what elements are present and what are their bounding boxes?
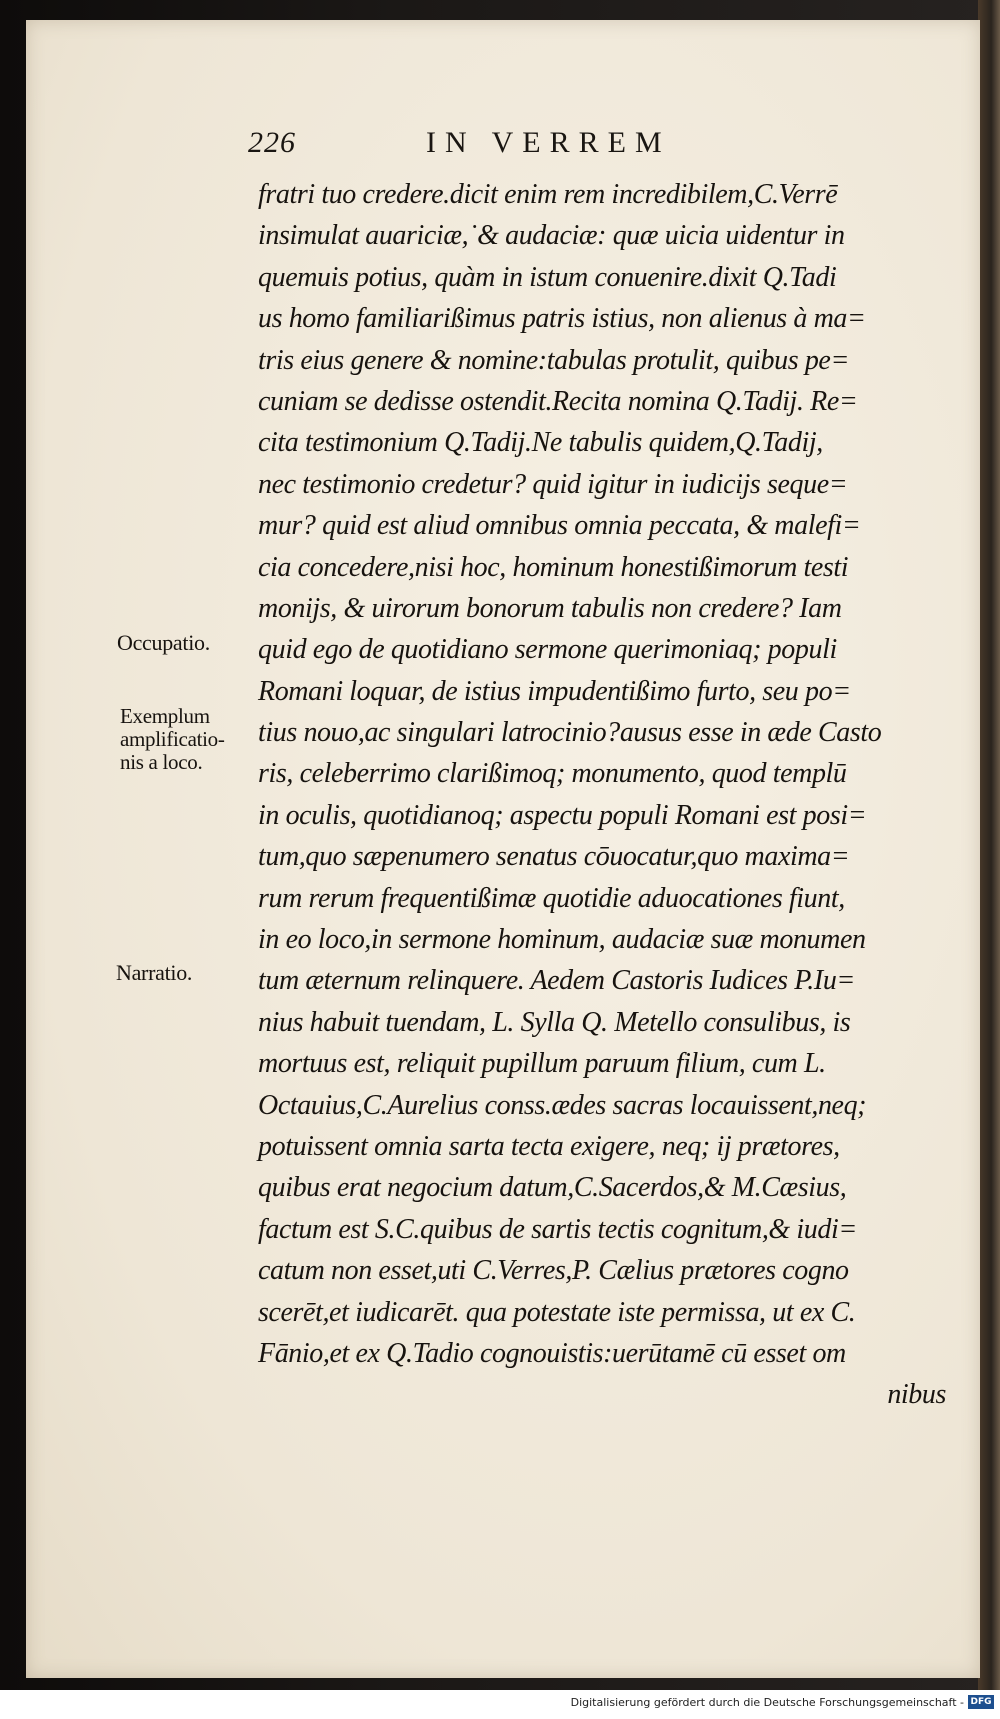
marginal-note-line: amplificatio- [120, 727, 225, 751]
marginal-note-occupatio: Occupatio. [117, 630, 210, 655]
marginal-note-line: nis a loco. [120, 750, 203, 774]
text-line: rum rerum frequentißimæ quotidie aduocationes fiunt, [258, 882, 845, 914]
text-line: mur? quid est aliud omnibus omnia peccata, & malefi= [258, 510, 861, 542]
text-line: in oculis, quotidianoq; aspectu populi Romani est posi= [258, 799, 867, 831]
text-line: nius habuit tuendam, L. Sylla Q. Metello consulibus, is [258, 1006, 851, 1038]
text-line: cita testimonium Q.Tadij.Ne tabulis quidem,Q.Tadij, [258, 427, 823, 459]
text-line: Octauius,C.Aurelius conss.ædes sacras locauissent,neq; [258, 1089, 867, 1121]
marginal-note-line: Exemplum [120, 704, 210, 728]
catchword: nibus [887, 1379, 946, 1411]
footer-credit: Digitalisierung gefördert durch die Deutsche Forschungsgemeinschaft - [570, 1696, 964, 1709]
text-line: catum non esset,uti C.Verres,P. Cælius prætores cogno [258, 1255, 849, 1287]
page-header [248, 126, 788, 166]
text-line: tius nouo,ac singulari latrocinio?ausus esse in æde Casto [258, 717, 882, 749]
text-line: quid ego de quotidiano sermone querimoniaq; populi [258, 634, 837, 666]
dfg-logo-icon: DFG [968, 1695, 994, 1709]
text-line: cia concedere,nisi hoc, hominum honestißimorum testi [258, 551, 849, 583]
text-line: tris eius genere & nomine:tabulas protulit, quibus pe= [258, 344, 849, 376]
text-line: insimulat auariciæ,˙& audaciæ: quæ uicia uidentur in [258, 220, 845, 252]
text-line: nec testimonio credetur? quid igitur in iudicijs seque= [258, 468, 848, 500]
text-line: scerēt,et iudicarēt. qua potestate iste permissa, ut ex C. [258, 1296, 856, 1328]
text-line: potuissent omnia sarta tecta exigere, neq; ij prætores, [258, 1130, 840, 1162]
text-line: fratri tuo credere.dicit enim rem incredibilem,C.Verrē [258, 179, 838, 210]
marginal-note-exemplum [120, 705, 225, 774]
text-line: in eo loco,in sermone hominum, audaciæ suæ monumen [258, 924, 866, 956]
main-text-block [258, 174, 978, 1416]
running-head: IN VERREM [426, 126, 671, 159]
text-line: cuniam se dedisse ostendit.Recita nomina Q.Tadij. Re= [258, 385, 858, 417]
text-line: quemuis potius, quàm in istum conuenire.dixit Q.Tadi [258, 261, 837, 293]
text-line: tum æternum relinquere. Aedem Castoris Iudices P.Iu= [258, 965, 855, 997]
text-line: quibus erat negocium datum,C.Sacerdos,& M.Cæsius, [258, 1172, 847, 1204]
text-line: Fānio,et ex Q.Tadio cognouistis:uerūtamē cū esset om [258, 1337, 846, 1369]
text-line: ris, celeberrimo clarißimoq; monumento, quod templū [258, 758, 847, 790]
text-line: Romani loquar, de istius impudentißimo furto, seu po= [258, 675, 851, 707]
text-line: monijs, & uirorum bonorum tabulis non credere? Iam [258, 592, 842, 624]
text-line: mortuus est, reliquit pupillum paruum filium, cum L. [258, 1048, 826, 1080]
text-line: factum est S.C.quibus de sartis tectis cognitum,& iudi= [258, 1213, 857, 1245]
page-number: 226 [248, 126, 296, 159]
marginal-note-narratio: Narratio. [116, 960, 193, 985]
text-line: us homo familiarißimus patris istius, non alienus à ma= [258, 303, 866, 335]
binding-edge [978, 0, 1000, 1690]
text-line: tum,quo sæpenumero senatus cōuocatur,quo maxima= [258, 841, 850, 873]
